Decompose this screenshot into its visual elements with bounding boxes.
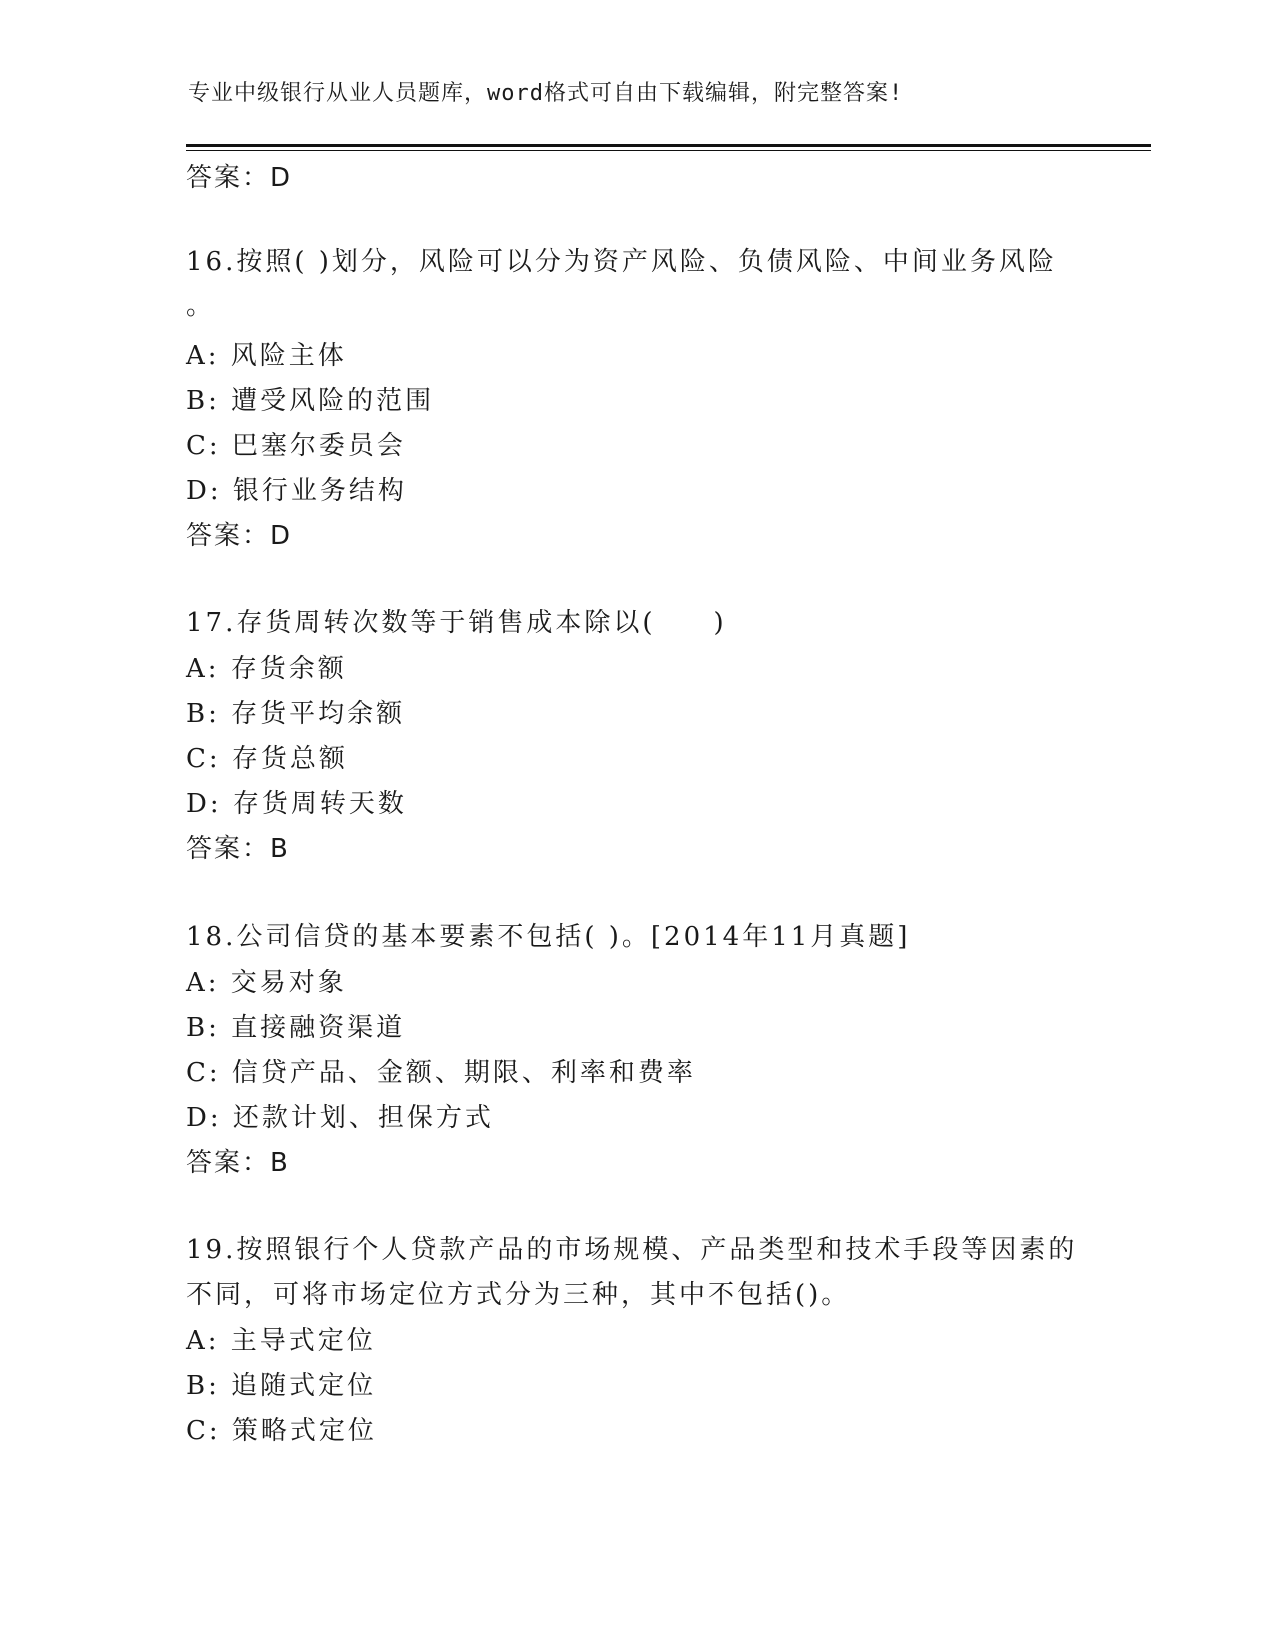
answer-line: 答案：D: [186, 521, 293, 551]
option-d: D: 银行业务结构: [186, 476, 407, 506]
question-stem: 17.存货周转次数等于销售成本除以( ): [186, 608, 727, 638]
option-a: A: 风险主体: [186, 341, 347, 371]
option-a: A: 主导式定位: [186, 1326, 376, 1356]
option-c: C: 存货总额: [186, 744, 348, 774]
header-text: 专业中级银行从业人员题库，word格式可自由下载编辑，附完整答案!: [188, 81, 904, 106]
question-stem: 18.公司信贷的基本要素不包括( )。[2014年11月真题]: [186, 922, 911, 952]
question-stem: 不同，可将市场定位方式分为三种，其中不包括()。: [186, 1280, 851, 1310]
option-c: C: 信贷产品、金额、期限、利率和费率: [186, 1058, 696, 1088]
answer-line: 答案：B: [186, 1148, 290, 1178]
question-stem: 16.按照( )划分，风险可以分为资产风险、负债风险、中间业务风险: [186, 247, 1057, 277]
header-rule-thick: [186, 144, 1151, 147]
option-a: A: 存货余额: [186, 654, 347, 684]
option-a: A: 交易对象: [186, 968, 347, 998]
option-c: C: 巴塞尔委员会: [186, 431, 406, 461]
option-b: B: 存货平均余额: [186, 699, 406, 729]
question-stem: 19.按照银行个人贷款产品的市场规模、产品类型和技术手段等因素的: [186, 1235, 1078, 1265]
answer-line: 答案：B: [186, 834, 290, 864]
option-c: C: 策略式定位: [186, 1416, 377, 1446]
header-rule-thin: [186, 150, 1151, 151]
option-d: D: 存货周转天数: [186, 789, 407, 819]
question-stem: 。: [186, 291, 216, 321]
answer-line: 答案：D: [186, 163, 293, 193]
option-b: B: 追随式定位: [186, 1371, 377, 1401]
option-b: B: 直接融资渠道: [186, 1013, 406, 1043]
option-b: B: 遭受风险的范围: [186, 386, 435, 416]
option-d: D: 还款计划、担保方式: [186, 1103, 494, 1133]
